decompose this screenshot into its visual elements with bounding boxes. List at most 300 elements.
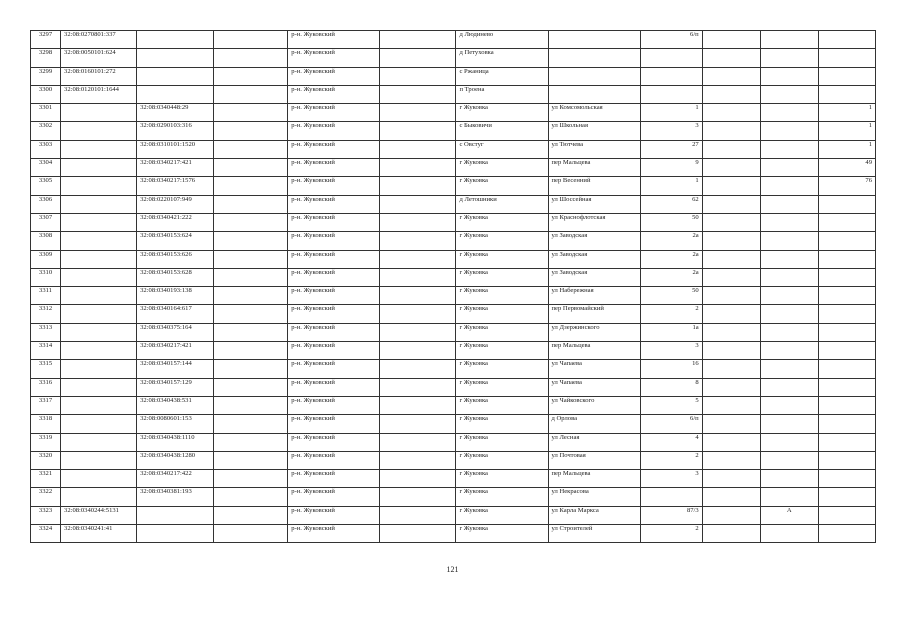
cell-house-number: 2 xyxy=(640,525,702,543)
cell-blank-column-2 xyxy=(380,49,456,67)
cell-house-number: 62 xyxy=(640,195,702,213)
cell-building xyxy=(702,268,760,286)
cell-row-number: 3318 xyxy=(31,415,61,433)
cell-blank-column-2 xyxy=(380,433,456,451)
cell-apartment xyxy=(818,287,875,305)
cell-settlement: с Быковичи xyxy=(456,122,548,140)
cell-settlement: г Жуковка xyxy=(456,378,548,396)
cell-settlement: г Жуковка xyxy=(456,342,548,360)
cell-house-number: 1а xyxy=(640,323,702,341)
cell-cadastral-number-b: 32:08:0340157:144 xyxy=(137,360,214,378)
cell-apartment xyxy=(818,305,875,323)
cell-settlement: г Жуковка xyxy=(456,305,548,323)
cell-apartment xyxy=(818,195,875,213)
cell-blank-column-2 xyxy=(380,342,456,360)
cell-blank-column xyxy=(214,506,288,524)
cell-house-number: 6/п xyxy=(640,415,702,433)
cell-blank-column xyxy=(214,195,288,213)
cell-settlement: г Жуковка xyxy=(456,232,548,250)
cell-district: р-н. Жуковский xyxy=(288,470,380,488)
cell-cadastral-number-b: 32:08:0080601:153 xyxy=(137,415,214,433)
cell-building xyxy=(702,122,760,140)
cell-street: ул Комсомольская xyxy=(548,104,640,122)
cell-cadastral-number-a xyxy=(61,305,137,323)
cell-district: р-н. Жуковский xyxy=(288,506,380,524)
cell-row-number: 3320 xyxy=(31,451,61,469)
cell-blank-column-2 xyxy=(380,177,456,195)
cell-blank-column-2 xyxy=(380,378,456,396)
cell-district: р-н. Жуковский xyxy=(288,305,380,323)
cell-row-number: 3314 xyxy=(31,342,61,360)
cell-cadastral-number-b: 32:08:0310101:1520 xyxy=(137,140,214,158)
cell-district: р-н. Жуковский xyxy=(288,177,380,195)
cell-street: ул Тютчева xyxy=(548,140,640,158)
cell-district: р-н. Жуковский xyxy=(288,287,380,305)
cell-blank-column-2 xyxy=(380,396,456,414)
cell-apartment: 1 xyxy=(818,140,875,158)
cell-letter xyxy=(760,232,818,250)
cell-blank-column-2 xyxy=(380,31,456,49)
cell-apartment xyxy=(818,488,875,506)
cell-letter xyxy=(760,104,818,122)
cell-blank-column-2 xyxy=(380,415,456,433)
cell-building xyxy=(702,287,760,305)
cell-settlement: г Жуковка xyxy=(456,360,548,378)
cell-house-number xyxy=(640,488,702,506)
cell-blank-column xyxy=(214,470,288,488)
cell-apartment: 76 xyxy=(818,177,875,195)
cell-street xyxy=(548,31,640,49)
cell-cadastral-number-b xyxy=(137,85,214,103)
cell-blank-column-2 xyxy=(380,195,456,213)
page-number: 121 xyxy=(446,565,459,574)
cell-row-number: 3304 xyxy=(31,159,61,177)
cell-street: ул Некрасова xyxy=(548,488,640,506)
cell-district: р-н. Жуковский xyxy=(288,451,380,469)
cell-house-number: 6/п xyxy=(640,31,702,49)
cell-district: р-н. Жуковский xyxy=(288,250,380,268)
cell-letter xyxy=(760,305,818,323)
table-row xyxy=(31,250,876,268)
cell-row-number: 3306 xyxy=(31,195,61,213)
cell-blank-column xyxy=(214,360,288,378)
cell-apartment xyxy=(818,232,875,250)
cell-house-number: 3 xyxy=(640,122,702,140)
cell-house-number: 50 xyxy=(640,287,702,305)
cell-letter xyxy=(760,268,818,286)
cell-building xyxy=(702,451,760,469)
cell-settlement: г Жуковка xyxy=(456,287,548,305)
cell-letter xyxy=(760,159,818,177)
cell-cadastral-number-a: 32:08:0050101:624 xyxy=(61,49,137,67)
cell-cadastral-number-b: 32:08:0340438:531 xyxy=(137,396,214,414)
cell-district: р-н. Жуковский xyxy=(288,85,380,103)
cell-district: р-н. Жуковский xyxy=(288,360,380,378)
cell-building xyxy=(702,305,760,323)
cell-building xyxy=(702,396,760,414)
cell-blank-column-2 xyxy=(380,232,456,250)
cell-letter xyxy=(760,67,818,85)
registry-table xyxy=(30,30,876,543)
cell-blank-column xyxy=(214,525,288,543)
cell-cadastral-number-b: 32:08:0340217:421 xyxy=(137,159,214,177)
cell-letter xyxy=(760,177,818,195)
cell-blank-column xyxy=(214,250,288,268)
cell-district: р-н. Жуковский xyxy=(288,104,380,122)
cell-street: ул Школьная xyxy=(548,122,640,140)
cell-street: пер Мальцева xyxy=(548,342,640,360)
cell-blank-column xyxy=(214,67,288,85)
cell-settlement: г Жуковка xyxy=(456,250,548,268)
cell-blank-column xyxy=(214,85,288,103)
cell-apartment xyxy=(818,396,875,414)
cell-letter xyxy=(760,525,818,543)
cell-letter xyxy=(760,415,818,433)
cell-cadastral-number-a xyxy=(61,213,137,231)
cell-apartment xyxy=(818,342,875,360)
cell-row-number: 3315 xyxy=(31,360,61,378)
cell-street: ул Шоссейная xyxy=(548,195,640,213)
cell-cadastral-number-a xyxy=(61,360,137,378)
cell-district: р-н. Жуковский xyxy=(288,31,380,49)
cell-apartment: 49 xyxy=(818,159,875,177)
cell-street: пер Первомайский xyxy=(548,305,640,323)
cell-cadastral-number-a xyxy=(61,287,137,305)
cell-blank-column-2 xyxy=(380,488,456,506)
cell-row-number: 3311 xyxy=(31,287,61,305)
table-row xyxy=(31,104,876,122)
cell-letter xyxy=(760,396,818,414)
cell-street: ул Чайковского xyxy=(548,396,640,414)
table-row xyxy=(31,415,876,433)
cell-house-number: 8 xyxy=(640,378,702,396)
cell-letter xyxy=(760,488,818,506)
cell-building xyxy=(702,31,760,49)
cell-house-number: 9 xyxy=(640,159,702,177)
cell-cadastral-number-a xyxy=(61,140,137,158)
cell-blank-column-2 xyxy=(380,159,456,177)
cell-apartment xyxy=(818,213,875,231)
cell-apartment: 1 xyxy=(818,104,875,122)
cell-cadastral-number-b: 32:08:0340153:626 xyxy=(137,250,214,268)
cell-letter xyxy=(760,360,818,378)
cell-cadastral-number-b: 32:08:0340438:1110 xyxy=(137,433,214,451)
cell-blank-column-2 xyxy=(380,213,456,231)
cell-district: р-н. Жуковский xyxy=(288,323,380,341)
cell-cadastral-number-a xyxy=(61,195,137,213)
cell-settlement: г Жуковка xyxy=(456,268,548,286)
cell-blank-column xyxy=(214,122,288,140)
cell-apartment xyxy=(818,433,875,451)
cell-building xyxy=(702,433,760,451)
cell-blank-column-2 xyxy=(380,525,456,543)
cell-house-number: 2а xyxy=(640,268,702,286)
cell-row-number: 3324 xyxy=(31,525,61,543)
cell-row-number: 3300 xyxy=(31,85,61,103)
cell-street: пер Мальцева xyxy=(548,470,640,488)
cell-building xyxy=(702,415,760,433)
cell-settlement: д Петуховка xyxy=(456,49,548,67)
cell-settlement: г Жуковка xyxy=(456,177,548,195)
cell-row-number: 3322 xyxy=(31,488,61,506)
cell-settlement: с Овстуг xyxy=(456,140,548,158)
cell-cadastral-number-a: 32:08:0340241:41 xyxy=(61,525,137,543)
table-row xyxy=(31,177,876,195)
cell-cadastral-number-a xyxy=(61,177,137,195)
cell-house-number: 2 xyxy=(640,305,702,323)
cell-settlement: г Жуковка xyxy=(456,488,548,506)
cell-settlement: г Жуковка xyxy=(456,470,548,488)
cell-street: ул Лесная xyxy=(548,433,640,451)
cell-blank-column-2 xyxy=(380,67,456,85)
cell-street: ул Краснофлотская xyxy=(548,213,640,231)
cell-row-number: 3308 xyxy=(31,232,61,250)
cell-settlement: г Жуковка xyxy=(456,213,548,231)
cell-house-number: 3 xyxy=(640,470,702,488)
cell-apartment: 1 xyxy=(818,122,875,140)
cell-settlement: г Жуковка xyxy=(456,506,548,524)
cell-cadastral-number-a xyxy=(61,323,137,341)
cell-district: р-н. Жуковский xyxy=(288,213,380,231)
cell-apartment xyxy=(818,31,875,49)
cell-settlement: г Жуковка xyxy=(456,433,548,451)
cell-apartment xyxy=(818,85,875,103)
cell-cadastral-number-b: 32:08:0340153:624 xyxy=(137,232,214,250)
cell-building xyxy=(702,67,760,85)
table-row xyxy=(31,122,876,140)
cell-settlement: с Ржаница xyxy=(456,67,548,85)
cell-cadastral-number-b: 32:08:0340164:617 xyxy=(137,305,214,323)
cell-cadastral-number-a xyxy=(61,470,137,488)
table-body xyxy=(31,31,876,543)
table-row xyxy=(31,305,876,323)
cell-blank-column-2 xyxy=(380,360,456,378)
cell-settlement: г Жуковка xyxy=(456,323,548,341)
cell-district: р-н. Жуковский xyxy=(288,159,380,177)
table-row xyxy=(31,506,876,524)
cell-letter xyxy=(760,250,818,268)
cell-blank-column xyxy=(214,177,288,195)
cell-street: ул Заводская xyxy=(548,268,640,286)
cell-district: р-н. Жуковский xyxy=(288,67,380,85)
cell-building xyxy=(702,140,760,158)
cell-building xyxy=(702,506,760,524)
cell-blank-column-2 xyxy=(380,140,456,158)
cell-house-number: 50 xyxy=(640,213,702,231)
cell-cadastral-number-b: 32:08:0340193:138 xyxy=(137,287,214,305)
cell-blank-column xyxy=(214,49,288,67)
cell-blank-column xyxy=(214,433,288,451)
cell-house-number: 1 xyxy=(640,177,702,195)
cell-apartment xyxy=(818,250,875,268)
table-row xyxy=(31,488,876,506)
cell-house-number xyxy=(640,85,702,103)
cell-blank-column-2 xyxy=(380,104,456,122)
cell-building xyxy=(702,525,760,543)
cell-district: р-н. Жуковский xyxy=(288,232,380,250)
cell-building xyxy=(702,195,760,213)
cell-cadastral-number-b: 32:08:0340375:164 xyxy=(137,323,214,341)
cell-cadastral-number-b xyxy=(137,67,214,85)
cell-settlement: д Летошники xyxy=(456,195,548,213)
cell-cadastral-number-b xyxy=(137,525,214,543)
cell-letter xyxy=(760,140,818,158)
cell-house-number: 4 xyxy=(640,433,702,451)
cell-settlement: г Жуковка xyxy=(456,104,548,122)
cell-building xyxy=(702,250,760,268)
cell-street: ул Заводская xyxy=(548,232,640,250)
cell-letter xyxy=(760,342,818,360)
cell-building xyxy=(702,323,760,341)
cell-building xyxy=(702,378,760,396)
cell-apartment xyxy=(818,268,875,286)
cell-cadastral-number-b: 32:08:0340217:421 xyxy=(137,342,214,360)
cell-row-number: 3317 xyxy=(31,396,61,414)
cell-house-number: 5 xyxy=(640,396,702,414)
cell-blank-column xyxy=(214,232,288,250)
cell-row-number: 3303 xyxy=(31,140,61,158)
cell-district: р-н. Жуковский xyxy=(288,488,380,506)
cell-row-number: 3310 xyxy=(31,268,61,286)
cell-letter xyxy=(760,49,818,67)
cell-cadastral-number-b: 32:08:0340421:222 xyxy=(137,213,214,231)
cell-street: ул Карла Маркса xyxy=(548,506,640,524)
cell-blank-column xyxy=(214,287,288,305)
cell-settlement: п Троена xyxy=(456,85,548,103)
cell-cadastral-number-a xyxy=(61,378,137,396)
cell-building xyxy=(702,342,760,360)
cell-apartment xyxy=(818,470,875,488)
cell-blank-column xyxy=(214,159,288,177)
cell-row-number: 3309 xyxy=(31,250,61,268)
cell-blank-column-2 xyxy=(380,305,456,323)
cell-blank-column-2 xyxy=(380,506,456,524)
table-row xyxy=(31,287,876,305)
cell-cadastral-number-b: 32:08:0340217:422 xyxy=(137,470,214,488)
cell-letter xyxy=(760,451,818,469)
cell-street: пер Мальцева xyxy=(548,159,640,177)
cell-house-number: 27 xyxy=(640,140,702,158)
cell-settlement: г Жуковка xyxy=(456,525,548,543)
cell-cadastral-number-b xyxy=(137,31,214,49)
cell-cadastral-number-a xyxy=(61,268,137,286)
cell-settlement: г Жуковка xyxy=(456,451,548,469)
table-row xyxy=(31,49,876,67)
cell-letter xyxy=(760,470,818,488)
cell-street xyxy=(548,85,640,103)
table-row xyxy=(31,232,876,250)
cell-cadastral-number-a: 32:08:0340244:5131 xyxy=(61,506,137,524)
cell-blank-column xyxy=(214,305,288,323)
cell-house-number: 16 xyxy=(640,360,702,378)
cell-building xyxy=(702,177,760,195)
cell-blank-column-2 xyxy=(380,470,456,488)
cell-row-number: 3321 xyxy=(31,470,61,488)
cell-cadastral-number-b: 32:08:0340438:1280 xyxy=(137,451,214,469)
cell-settlement: г Жуковка xyxy=(456,415,548,433)
cell-blank-column xyxy=(214,488,288,506)
table-row xyxy=(31,85,876,103)
cell-cadastral-number-b xyxy=(137,49,214,67)
cell-row-number: 3301 xyxy=(31,104,61,122)
cell-cadastral-number-a xyxy=(61,433,137,451)
cell-cadastral-number-a xyxy=(61,342,137,360)
table-row xyxy=(31,268,876,286)
table-row xyxy=(31,525,876,543)
cell-cadastral-number-a xyxy=(61,250,137,268)
cell-cadastral-number-b: 32:08:0340448:29 xyxy=(137,104,214,122)
table-row xyxy=(31,396,876,414)
cell-apartment xyxy=(818,49,875,67)
cell-building xyxy=(702,360,760,378)
cell-apartment xyxy=(818,323,875,341)
cell-cadastral-number-a: 32:08:0120101:1644 xyxy=(61,85,137,103)
cell-blank-column xyxy=(214,342,288,360)
table-row xyxy=(31,470,876,488)
cell-building xyxy=(702,49,760,67)
cell-district: р-н. Жуковский xyxy=(288,268,380,286)
cell-blank-column xyxy=(214,31,288,49)
cell-apartment xyxy=(818,506,875,524)
cell-house-number: 2а xyxy=(640,250,702,268)
cell-blank-column-2 xyxy=(380,268,456,286)
cell-district: р-н. Жуковский xyxy=(288,140,380,158)
table-row xyxy=(31,378,876,396)
cell-building xyxy=(702,488,760,506)
cell-house-number: 2 xyxy=(640,451,702,469)
cell-street: ул Чапаева xyxy=(548,360,640,378)
table-row xyxy=(31,195,876,213)
cell-district: р-н. Жуковский xyxy=(288,396,380,414)
cell-cadastral-number-a xyxy=(61,232,137,250)
cell-blank-column xyxy=(214,268,288,286)
cell-street: ул Дзержинского xyxy=(548,323,640,341)
cell-letter xyxy=(760,85,818,103)
cell-row-number: 3307 xyxy=(31,213,61,231)
cell-letter xyxy=(760,287,818,305)
cell-row-number: 3298 xyxy=(31,49,61,67)
cell-letter xyxy=(760,213,818,231)
cell-cadastral-number-b xyxy=(137,506,214,524)
cell-district: р-н. Жуковский xyxy=(288,433,380,451)
cell-street: ул Строителей xyxy=(548,525,640,543)
cell-blank-column xyxy=(214,323,288,341)
cell-apartment xyxy=(818,451,875,469)
cell-blank-column xyxy=(214,451,288,469)
cell-cadastral-number-b: 32:08:0340381:193 xyxy=(137,488,214,506)
cell-settlement: д Людинево xyxy=(456,31,548,49)
cell-row-number: 3323 xyxy=(31,506,61,524)
table-row xyxy=(31,451,876,469)
cell-cadastral-number-b: 32:08:0340153:628 xyxy=(137,268,214,286)
cell-blank-column-2 xyxy=(380,250,456,268)
cell-building xyxy=(702,213,760,231)
document-page xyxy=(30,30,876,544)
cell-blank-column-2 xyxy=(380,85,456,103)
cell-letter: А xyxy=(760,506,818,524)
table-row xyxy=(31,31,876,49)
cell-blank-column xyxy=(214,213,288,231)
cell-row-number: 3305 xyxy=(31,177,61,195)
table-row xyxy=(31,140,876,158)
cell-street xyxy=(548,67,640,85)
cell-letter xyxy=(760,122,818,140)
cell-apartment xyxy=(818,360,875,378)
cell-street xyxy=(548,49,640,67)
cell-house-number xyxy=(640,67,702,85)
cell-district: р-н. Жуковский xyxy=(288,378,380,396)
cell-blank-column xyxy=(214,104,288,122)
